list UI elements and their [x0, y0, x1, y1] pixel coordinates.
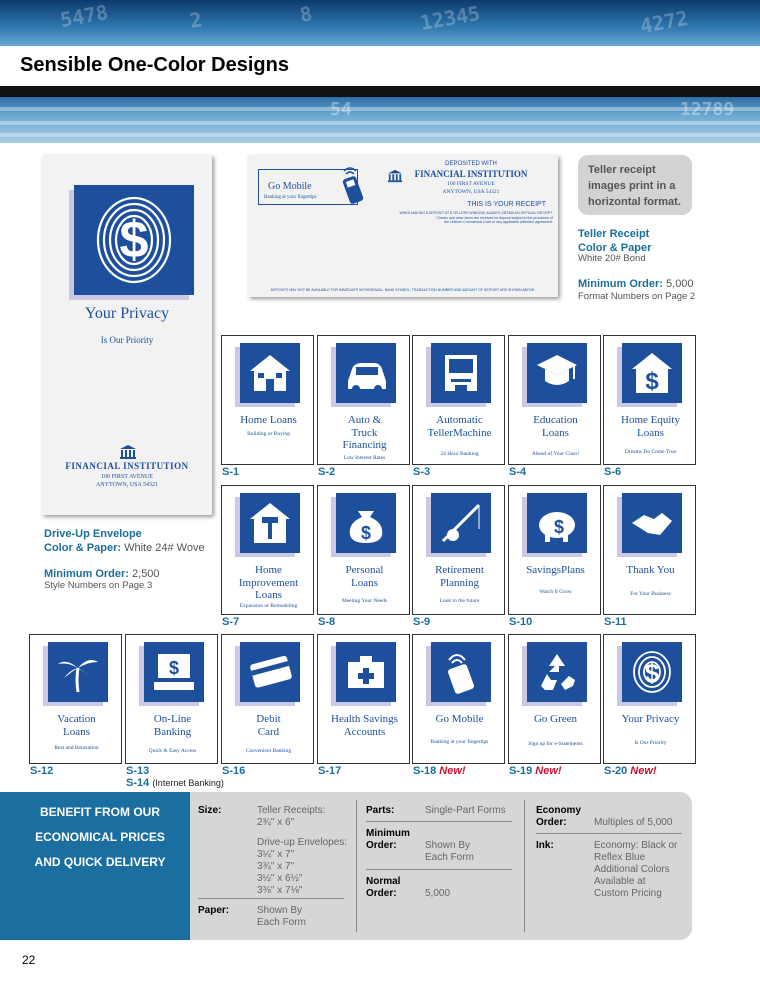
parts-label: Parts:: [366, 805, 395, 816]
tile-name-line: Truck: [351, 426, 378, 439]
tile-name-line: Financing: [342, 439, 387, 452]
tile-name-line: Education: [533, 414, 578, 426]
code-text: S-17: [318, 765, 342, 777]
svg-text:$: $: [168, 658, 180, 678]
tile-name-line: Improvement: [238, 576, 299, 589]
banner-digits: 2: [188, 7, 205, 33]
page-number: 22: [22, 953, 36, 967]
tile-subtitle: Rest and Relaxation: [54, 745, 99, 751]
tile-name: [606, 564, 695, 577]
code-label: [604, 466, 621, 478]
money-bag-icon: [336, 493, 396, 553]
design-tile[interactable]: [221, 634, 314, 764]
ink-value: Available at: [594, 876, 646, 887]
drive-up-envelope-sample: [42, 155, 212, 515]
economy-order-label: [536, 805, 581, 829]
design-tile[interactable]: [29, 634, 122, 764]
tile-subtitle: Banking at your fingertips: [430, 739, 489, 745]
tile-subtitle: Sign up for e-Statements: [528, 741, 583, 747]
header-banner-top: [0, 0, 760, 46]
tile-name-line: Loans: [63, 725, 90, 738]
fingerprint-icon: [622, 642, 682, 702]
palm-tree-icon: [48, 642, 108, 702]
teller-receipt-sample: [248, 155, 558, 297]
banner-stripe: [0, 133, 760, 137]
banner-digits: 5478: [58, 0, 110, 33]
receipt-bank-name: FINANCIAL INSTITUTION: [414, 169, 528, 179]
code-label: [604, 616, 627, 628]
tile-name: [320, 564, 409, 589]
design-tile[interactable]: [412, 634, 505, 764]
tile-subtitle: Watch It Grow: [539, 589, 572, 595]
svg-text:$: $: [645, 368, 659, 395]
tile-name-line: Card: [257, 725, 280, 738]
min-order-value: Shown By: [425, 840, 471, 851]
svg-text:$: $: [644, 658, 660, 688]
code-text: S-6: [604, 466, 622, 478]
tile-name: [320, 414, 409, 452]
tile-name-line: Banking: [153, 725, 192, 738]
code-label: [30, 765, 53, 777]
tile-name: [224, 713, 313, 738]
tile-name: [415, 564, 504, 589]
code-text: S-3: [413, 466, 431, 478]
teller-spec-heading: [578, 228, 651, 256]
receipt-bottom-line: DEPOSITS MAY NOT BE AVAILABLE FOR IMMEDIATE WITHDRAWAL. BANK SYMBOL, TRANSACTION NUMBER AND AMOUNT OF DEPOSIT ARE SHOWN ABOVE.: [270, 288, 536, 292]
drive-paper: White 24# Wove: [124, 541, 205, 554]
design-tile[interactable]: [125, 634, 218, 764]
code-text: S-19: [509, 765, 533, 777]
min-order-label: Minimum Order:: [44, 568, 129, 580]
divider: [366, 869, 512, 870]
envelope-subline: Is Our Priority: [100, 335, 154, 345]
page-title: Sensible One-Color Designs: [20, 54, 289, 76]
teller-note: Format Numbers on Page 2: [578, 291, 696, 302]
code-label: [222, 616, 239, 628]
tile-subtitle: For Your Business: [630, 591, 671, 597]
design-tile[interactable]: [317, 485, 410, 615]
tile-name-line: Home: [255, 564, 282, 576]
code-label: [222, 765, 245, 777]
tile-name: [511, 414, 600, 439]
fingerprint-dollar-icon: [74, 185, 194, 295]
tile-name-line: Loans: [637, 426, 664, 439]
tile-name: [128, 713, 217, 738]
ink-value: Additional Colors: [594, 864, 670, 875]
fine-print-line: the Uniform Commercial Code or any applicable collection agreement.: [444, 220, 553, 225]
receipt-go-sub: Banking at your fingertips: [264, 195, 317, 200]
normal-order-label: [366, 876, 400, 900]
callout-line: images print in a: [588, 179, 676, 192]
svg-text:$: $: [360, 523, 372, 543]
code-label: [413, 616, 430, 628]
code-text: S-7: [222, 616, 240, 628]
banner-digits: 8: [298, 1, 315, 27]
tile-name-line: Home Equity: [621, 414, 680, 426]
tile-subtitle: Building or Buying: [247, 431, 290, 437]
size-value: 3¼" x 7": [257, 849, 295, 860]
envelope-address: 100 FIRST AVENUE: [101, 474, 153, 480]
callout-line: horizontal format.: [588, 195, 681, 208]
tile-name: [32, 713, 121, 738]
tile-name: [511, 713, 600, 726]
tile-name-line: Thank You: [626, 564, 675, 576]
design-tile[interactable]: [317, 335, 410, 465]
banner-digits: 12789: [680, 99, 735, 120]
tile-name-line: SavingsPlans: [526, 564, 585, 576]
label-line: Order:: [536, 817, 567, 828]
card-icon: [240, 642, 300, 702]
banner-stripe: [0, 107, 760, 111]
design-tile[interactable]: [603, 634, 696, 764]
divider: [198, 898, 344, 899]
ink-label: Ink:: [536, 840, 554, 851]
label-line: Economy: [536, 805, 582, 816]
paper-value: Each Form: [257, 917, 306, 928]
tile-name-line: Retirement: [435, 564, 484, 576]
tile-subtitle: Meeting Your Needs: [341, 598, 388, 604]
benefit-line: BENEFIT FROM OUR: [40, 805, 160, 819]
tile-name-line: Accounts: [343, 725, 386, 738]
tile-name-line: Loans: [255, 589, 282, 602]
ink-value: Custom Pricing: [594, 888, 662, 899]
fishing-icon: [431, 493, 491, 553]
size-value: 3½" x 6½": [257, 873, 303, 884]
new-badge: New!: [627, 765, 657, 777]
code-text: S-2: [318, 466, 336, 478]
receipt-deposited-with: DEPOSITED WITH: [445, 161, 497, 167]
tile-name: [415, 414, 504, 439]
code-text: S-10: [509, 616, 533, 628]
drive-note: Style Numbers on Page 3: [44, 580, 153, 591]
size-value: 3¾" x 7": [257, 861, 295, 872]
code-text: S-1: [222, 466, 240, 478]
spec-heading-line: Teller Receipt: [578, 228, 650, 240]
handshake-icon: [622, 493, 682, 553]
tile-name-line: Loans: [542, 426, 569, 439]
label-line: Normal: [366, 876, 401, 887]
tile-name: [511, 564, 600, 577]
tile-subtitle: Low Interest Rates: [343, 455, 386, 461]
tile-subtitle: 24 Hour Banking: [440, 451, 479, 457]
medical-icon: [336, 642, 396, 702]
atm-icon: [431, 343, 491, 403]
tile-name: [320, 713, 409, 738]
min-order-label: Minimum Order:: [578, 278, 663, 290]
header-banner-bottom: [0, 97, 760, 143]
normal-order-value: 5,000: [425, 888, 451, 899]
benefit-line: AND QUICK DELIVERY: [34, 855, 166, 869]
size-values: [257, 805, 347, 897]
teller-callout: [578, 155, 692, 215]
tile-name-line: Health Savings: [331, 713, 398, 725]
envelope-headline: Your Privacy: [84, 305, 170, 322]
size-value: 3⅜" x 7⅛": [257, 885, 303, 896]
tile-name-line: Planning: [439, 576, 480, 589]
tile-name-line: Personal: [345, 564, 384, 576]
design-tile[interactable]: [508, 485, 601, 615]
banner-digits: 54: [330, 99, 352, 120]
code-label: [318, 616, 335, 628]
label-line: Order:: [366, 840, 397, 851]
spec-heading-line: Drive-Up Envelope: [44, 528, 142, 540]
min-order-value: Each Form: [425, 852, 474, 863]
code-label: [318, 466, 335, 478]
tile-name-line: Debit: [256, 713, 281, 725]
mobile-phone-icon: [336, 165, 370, 205]
ink-value: Economy: Black or: [594, 840, 678, 851]
tile-name-line: TellerMachine: [427, 426, 492, 439]
code-label: [318, 765, 341, 777]
code-note: (Internet Banking): [152, 778, 224, 788]
design-tile[interactable]: [412, 335, 505, 465]
code-text: S-9: [413, 616, 431, 628]
tile-name: [606, 414, 695, 439]
code-label: [413, 466, 430, 478]
banner-digits: 12345: [418, 0, 482, 36]
design-tile[interactable]: [508, 634, 601, 764]
drive-spec-heading: [44, 528, 205, 556]
divider-bar: [0, 86, 760, 97]
divider: [366, 821, 512, 822]
code-label: [509, 466, 526, 478]
receipt-address: 100 FIRST AVENUE: [447, 181, 495, 187]
tile-name-line: Auto &: [347, 414, 382, 426]
size-label: Size:: [198, 805, 222, 816]
svg-text:$: $: [119, 211, 149, 269]
code-text: S-18: [413, 765, 437, 777]
tile-name-line: Home Loans: [240, 414, 297, 426]
envelope-address: ANYTOWN, USA 54321: [95, 482, 159, 488]
envelope-bank-name: FINANCIAL INSTITUTION: [65, 461, 189, 471]
hammer-house-icon: [240, 493, 300, 553]
house-dollar-icon: [622, 343, 682, 403]
ink-value: Reflex Blue: [594, 852, 646, 863]
tile-subtitle: Quick & Easy Access: [148, 748, 197, 754]
new-badge: New!: [436, 765, 466, 777]
code-text: S-12: [30, 765, 54, 777]
tile-subtitle: Dreams Do Come True: [624, 449, 677, 455]
tile-name: [224, 414, 313, 427]
size-value: 2¾" x 6": [257, 817, 295, 828]
divider: [536, 833, 682, 834]
code-label-s14: [126, 777, 224, 789]
tile-name-line: Vacation: [57, 713, 96, 725]
tile-subtitle: Is Our Priority: [634, 740, 667, 746]
tile-name: [224, 564, 313, 602]
spec-heading-line: Color & Paper:: [44, 541, 122, 554]
receipt-go-title: Go Mobile: [268, 181, 312, 192]
design-tile[interactable]: [221, 485, 314, 615]
paper-label: Paper:: [198, 905, 230, 916]
code-text: S-11: [604, 616, 627, 628]
tile-name-line: Your Privacy: [621, 713, 680, 725]
teller-min-order: [578, 278, 694, 292]
code-label: [126, 765, 149, 777]
design-tile[interactable]: [221, 335, 314, 465]
design-tile[interactable]: [508, 335, 601, 465]
economy-order-value: Multiples of 5,000: [594, 817, 673, 828]
callout-line: Teller receipt: [588, 164, 656, 176]
recycle-icon: [527, 642, 587, 702]
tile-name-line: Go Green: [533, 713, 578, 725]
code-label: [413, 765, 466, 777]
design-tile[interactable]: [317, 634, 410, 764]
code-label: [222, 466, 239, 478]
code-text: S-14: [126, 777, 150, 789]
min-order-label: [366, 828, 410, 852]
code-label: [509, 765, 562, 777]
banner-stripe: [0, 121, 760, 125]
code-text: S-20: [604, 765, 628, 777]
tile-name-line: Go Mobile: [435, 713, 484, 725]
car-icon: [336, 343, 396, 403]
graduation-icon: [527, 343, 587, 403]
min-order-values: [425, 840, 474, 864]
design-tile[interactable]: [412, 485, 505, 615]
computer-icon: [144, 642, 204, 702]
teller-paper: White 20# Bond: [578, 253, 646, 264]
tile-name-line: On-Line: [153, 713, 192, 725]
code-label: [509, 616, 532, 628]
piggy-bank-icon: [527, 493, 587, 553]
tile-name: [415, 713, 504, 726]
code-text: S-16: [222, 765, 246, 777]
receipt-this-is: THIS IS YOUR RECEIPT: [467, 201, 546, 208]
min-order-value: 2,500: [132, 568, 160, 580]
column-divider: [356, 800, 357, 932]
ink-values: [594, 840, 677, 900]
house-icon: [240, 343, 300, 403]
min-order-value: 5,000: [666, 278, 694, 290]
tile-name: [606, 713, 695, 726]
paper-values: [257, 905, 306, 929]
benefit-line: ECONOMICAL PRICES: [35, 830, 165, 844]
size-value: Drive-up Envelopes:: [257, 837, 348, 848]
phone-icon: [431, 642, 491, 702]
code-text: S-4: [509, 466, 527, 478]
new-badge: New!: [532, 765, 562, 777]
code-label: [604, 765, 657, 777]
column-divider: [524, 800, 525, 932]
receipt-fine-print: [388, 211, 553, 225]
tile-name-line: Automatic: [436, 414, 483, 426]
paper-value: Shown By: [257, 905, 303, 916]
label-line: Minimum: [366, 828, 410, 839]
svg-text:$: $: [553, 517, 565, 537]
design-tile[interactable]: [603, 335, 696, 465]
tile-subtitle: Look to the future: [439, 598, 480, 604]
banner-digits: 4272: [638, 5, 690, 39]
tile-subtitle: Ahead of Your Class!: [531, 451, 580, 457]
spec-heading-line: Color & Paper: [578, 241, 652, 254]
design-tile[interactable]: [603, 485, 696, 615]
code-text: S-13: [126, 765, 150, 777]
receipt-address: ANYTOWN, USA 54321: [442, 189, 500, 195]
parts-value: Single-Part Forms: [425, 805, 506, 816]
fine-print-line: WHEN MAKING A DEPOSIT AT A TELLERS WINDOW, ALWAYS OBTAIN AN OFFICIAL RECEIPT.: [399, 211, 553, 215]
tile-subtitle: Convenient Banking: [245, 748, 292, 754]
tile-name-line: Loans: [351, 576, 378, 589]
tile-subtitle: Expansion or Remodeling: [239, 603, 298, 609]
bank-building-icon: [120, 445, 136, 459]
fine-print-line: Checks and other items are received for deposit subject to the provisions of: [436, 215, 553, 220]
code-text: S-8: [318, 616, 336, 628]
label-line: Order:: [366, 888, 397, 899]
size-value: Teller Receipts:: [257, 805, 326, 816]
